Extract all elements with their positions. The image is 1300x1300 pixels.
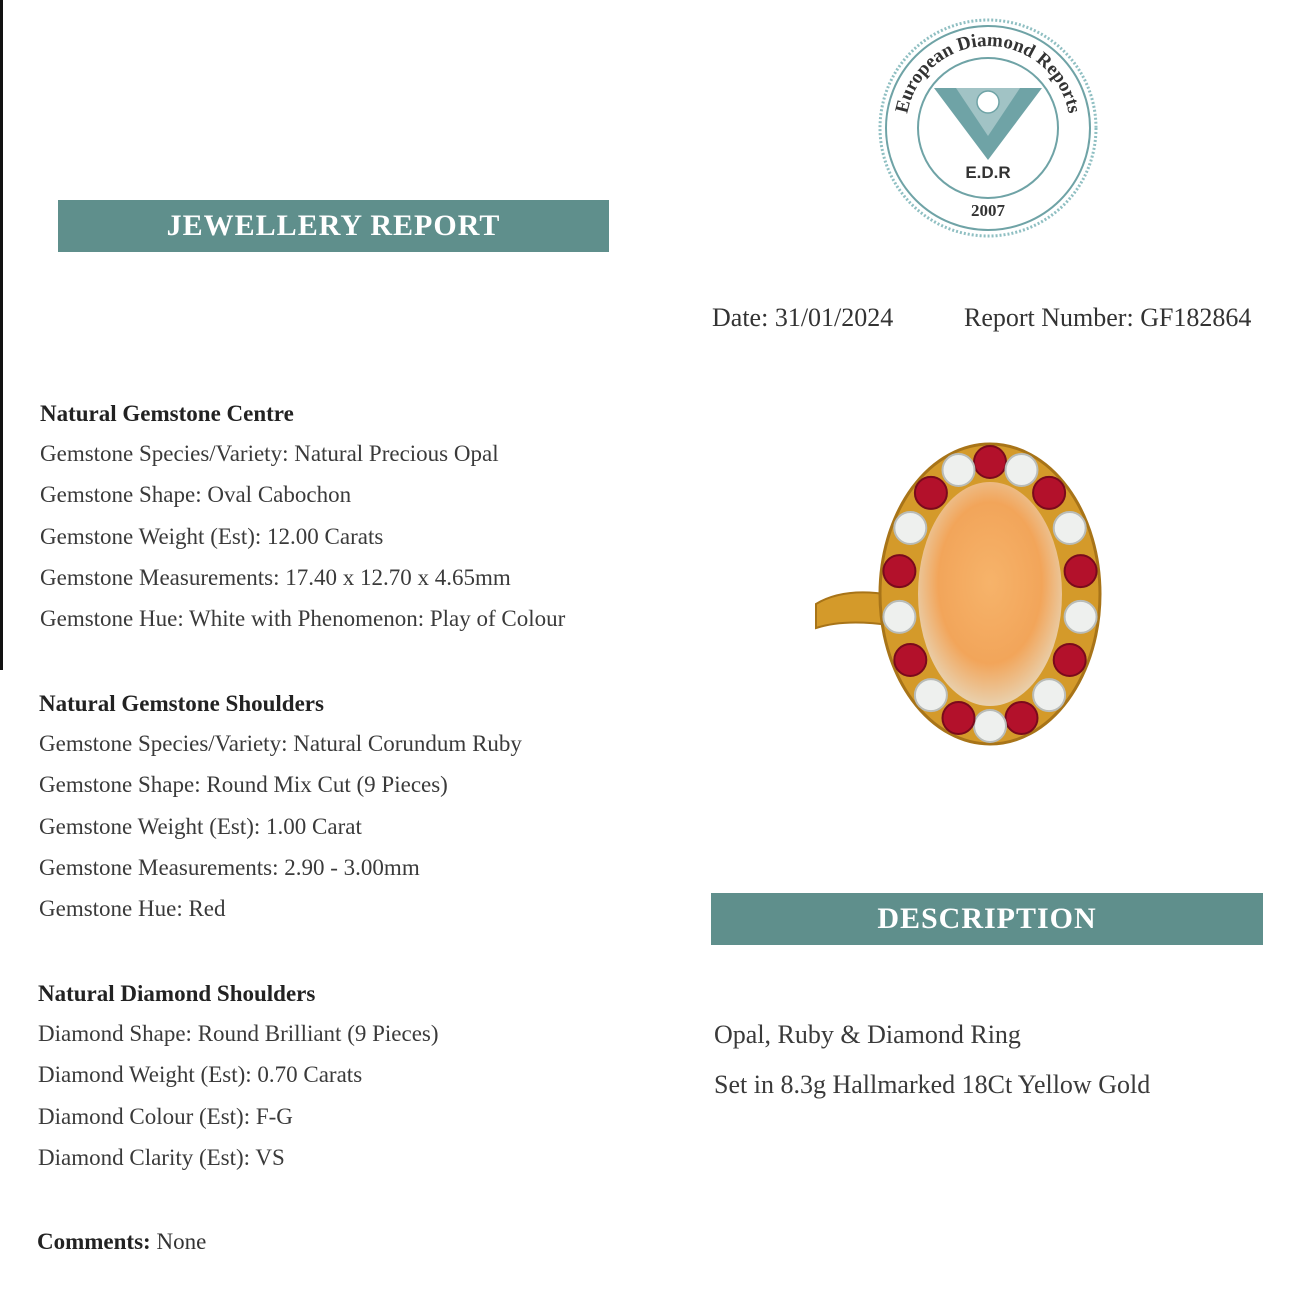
spec-row: Gemstone Shape: Oval Cabochon [40, 482, 352, 508]
diamond-stone [1054, 512, 1086, 544]
report-number [964, 303, 1251, 333]
section-diamond-shoulders [38, 980, 439, 1185]
spec-row: Gemstone Measurements: 2.90 - 3.00mm [39, 854, 420, 880]
seal-ring-text: European Diamond Reports [891, 29, 1085, 116]
diamond-stone [1033, 679, 1065, 711]
opal-stone [918, 482, 1062, 706]
edr-seal-logo [876, 16, 1100, 240]
spec-row: Gemstone Weight (Est): 1.00 Carat [39, 813, 362, 839]
section-heading: Natural Gemstone Centre [40, 401, 294, 426]
report-number-label: Report Number: [964, 303, 1134, 332]
diamond-stone [894, 512, 926, 544]
date-label: Date: [712, 303, 769, 332]
spec-row: Diamond Weight (Est): 0.70 Carats [38, 1062, 363, 1088]
diamond-stone [883, 601, 915, 633]
spec-row: Gemstone Measurements: 17.40 x 12.70 x 4.65mm [40, 564, 511, 590]
ruby-stone [943, 702, 975, 734]
spec-row: Gemstone Weight (Est): 12.00 Carats [40, 523, 384, 549]
diamond-stone [1006, 454, 1038, 486]
spec-row: Diamond Colour (Est): F-G [38, 1103, 293, 1129]
spec-row: Gemstone Hue: White with Phenomenon: Play of Colour [40, 606, 566, 632]
ruby-stone [1033, 477, 1065, 509]
diamond-stone [943, 454, 975, 486]
ruby-stone [894, 644, 926, 676]
date-value: 31/01/2024 [774, 303, 894, 332]
ruby-stone [1065, 555, 1097, 587]
section-gemstone-centre [40, 400, 565, 646]
ruby-stone [1006, 702, 1038, 734]
report-number-value: GF182864 [1140, 303, 1252, 332]
comments [37, 1229, 206, 1255]
ruby-stone [974, 446, 1006, 478]
seal-year: 2007 [971, 201, 1005, 220]
section-heading: Natural Gemstone Shoulders [39, 691, 324, 716]
spec-row: Diamond Shape: Round Brilliant (9 Pieces) [38, 1021, 439, 1046]
spec-row: Gemstone Species/Variety: Natural Precious Opal [40, 441, 499, 466]
comments-label: Comments: [37, 1229, 151, 1254]
report-title-banner: JEWELLERY REPORT [58, 200, 609, 252]
description-line: Set in 8.3g Hallmarked 18Ct Yellow Gold [714, 1070, 1151, 1099]
description-line: Opal, Ruby & Diamond Ring [714, 1020, 1021, 1049]
spec-row: Gemstone Hue: Red [39, 896, 226, 922]
spec-row: Diamond Clarity (Est): VS [38, 1144, 285, 1170]
seal-abbrev: E.D.R [965, 163, 1011, 182]
ruby-stone [1054, 644, 1086, 676]
report-date [712, 303, 893, 333]
spec-row: Gemstone Species/Variety: Natural Corundum Ruby [39, 731, 522, 756]
description-banner: DESCRIPTION [711, 893, 1263, 945]
diamond-stone [915, 679, 947, 711]
ruby-stone [883, 555, 915, 587]
spec-row: Gemstone Shape: Round Mix Cut (9 Pieces) [39, 772, 448, 798]
diamond-stone [974, 710, 1006, 742]
scan-edge [0, 0, 3, 670]
comments-value: None [150, 1229, 207, 1254]
section-heading: Natural Diamond Shoulders [38, 981, 316, 1006]
diamond-stone [1065, 601, 1097, 633]
ruby-stone [915, 477, 947, 509]
ring-photo [806, 436, 1112, 752]
section-gemstone-shoulders [39, 690, 522, 936]
